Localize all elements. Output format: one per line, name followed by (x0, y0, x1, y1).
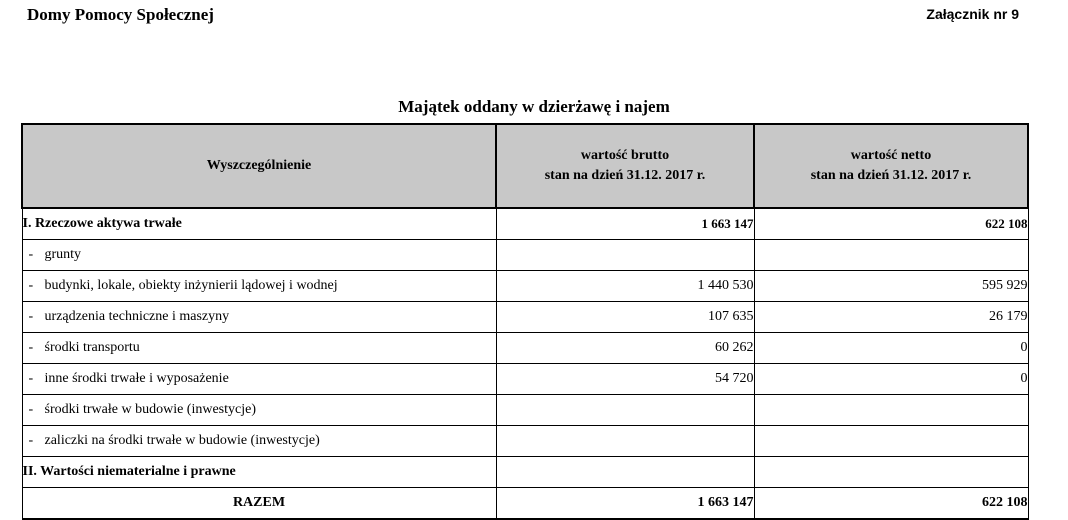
table-row (22, 302, 1028, 333)
column-header-net-value (754, 124, 1028, 208)
row-label: środki transportu (44, 340, 140, 355)
gross-value-cell (496, 457, 754, 488)
row-label: I. Rzeczowe aktywa trwałe (22, 208, 496, 240)
net-value-label: wartość netto (850, 148, 932, 163)
gross-value-cell: 107 635 (496, 302, 754, 333)
net-value-cell: 0 (754, 364, 1028, 395)
net-value-cell: 622 108 (754, 208, 1028, 240)
gross-value-cell: 60 262 (496, 333, 754, 364)
table-row (22, 240, 1028, 271)
row-dash: - (28, 278, 34, 293)
row-label: grunty (44, 247, 82, 262)
gross-value-label: wartość brutto (580, 148, 670, 163)
total-gross-value: 1 663 147 (496, 488, 754, 520)
row-label: budynki, lokale, obiekty inżynierii lądowej i wodnej (44, 278, 338, 293)
row-dash: - (28, 247, 34, 262)
column-header-description: Wyszczególnienie (22, 124, 496, 208)
table-row-tangible-assets (22, 208, 1028, 240)
table-row (22, 426, 1028, 457)
row-dash: - (28, 309, 34, 324)
net-value-cell (754, 395, 1028, 426)
row-label: II. Wartości niematerialne i prawne (22, 457, 496, 488)
net-value-cell: 26 179 (754, 302, 1028, 333)
table-row (22, 271, 1028, 302)
table-row (22, 395, 1028, 426)
table-row-intangible-assets (22, 457, 1028, 488)
net-value-cell: 0 (754, 333, 1028, 364)
gross-value-cell: 1 440 530 (496, 271, 754, 302)
attachment-number: Załącznik nr 9 (926, 6, 1019, 22)
total-net-value: 622 108 (754, 488, 1028, 520)
net-value-cell (754, 240, 1028, 271)
net-value-cell (754, 426, 1028, 457)
row-dash: - (28, 402, 34, 417)
table-row (22, 364, 1028, 395)
gross-value-cell (496, 426, 754, 457)
column-header-gross-value (496, 124, 754, 208)
table-header-row (22, 124, 1028, 208)
gross-value-cell (496, 395, 754, 426)
table-row (22, 333, 1028, 364)
row-label: środki trwałe w budowie (inwestycje) (44, 402, 256, 417)
gross-value-cell: 1 663 147 (496, 208, 754, 240)
assets-table (21, 123, 1029, 520)
gross-value-date: stan na dzień 31.12. 2017 r. (544, 168, 706, 183)
table-row-total (22, 488, 1028, 520)
row-dash: - (28, 371, 34, 386)
institution-name: Domy Pomocy Społecznej (27, 5, 214, 24)
gross-value-cell (496, 240, 754, 271)
row-label: urządzenia techniczne i maszyny (44, 309, 230, 324)
net-value-cell (754, 457, 1028, 488)
row-label: inne środki trwałe i wyposażenie (44, 371, 229, 386)
row-label: zaliczki na środki trwałe w budowie (inwestycje) (44, 433, 320, 448)
document-title: Majątek oddany w dzierżawę i najem (398, 97, 670, 116)
net-value-cell: 595 929 (754, 271, 1028, 302)
gross-value-cell: 54 720 (496, 364, 754, 395)
row-dash: - (28, 433, 34, 448)
row-dash: - (28, 340, 34, 355)
total-label: RAZEM (22, 488, 496, 520)
net-value-date: stan na dzień 31.12. 2017 r. (810, 168, 972, 183)
